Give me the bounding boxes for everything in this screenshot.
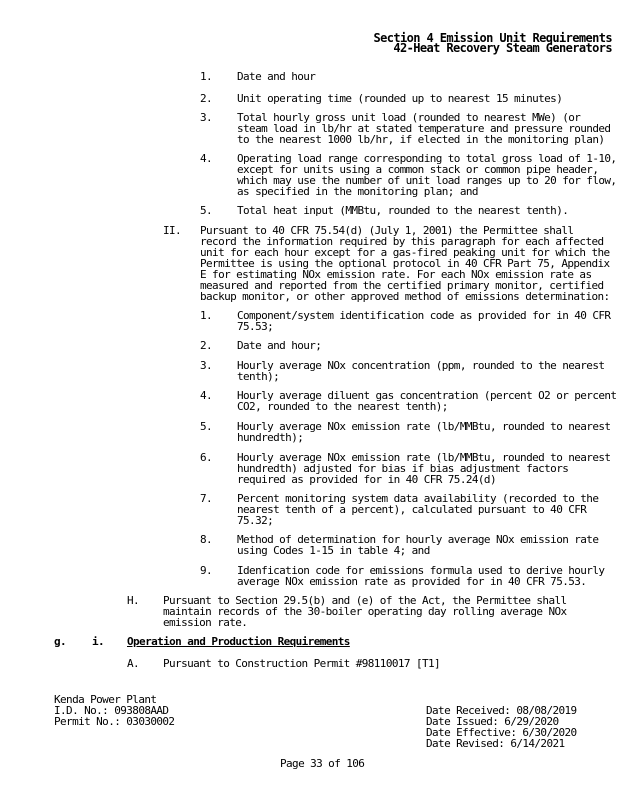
- list-text: nearest tenth of a percent), calculated pursuant to 40 CFR: [237, 503, 587, 516]
- list-number: 1.: [200, 70, 213, 83]
- paragraph-line: E for estimating NOx emission rate. For each NOx emission rate as: [200, 268, 592, 281]
- list-text: Operating load range corresponding to total gross load of 1-10,: [237, 152, 617, 165]
- paragraph-line: Pursuant to Section 29.5(b) and (e) of the Act, the Permittee shall: [163, 594, 567, 607]
- list-number: 3.: [200, 111, 213, 124]
- list-number: 1.: [200, 309, 213, 322]
- list-text: CO2, rounded to the nearest tenth);: [237, 400, 448, 413]
- paragraph-line: Pursuant to 40 CFR 75.54(d) (July 1, 2001) the Permittee shall: [200, 224, 574, 237]
- section-title: Operation and Production Requirements: [127, 635, 350, 648]
- list-text: average NOx emission rate as provided for in 40 CFR 75.53.: [237, 575, 587, 588]
- list-number: 2.: [200, 339, 213, 352]
- list-number: 4.: [200, 389, 213, 402]
- list-text: Total hourly gross unit load (rounded to nearest MWe) (or: [237, 111, 581, 124]
- list-text: steam load in lb/hr at stated temperature and pressure rounded: [237, 122, 611, 135]
- list-text: required as provided for in 40 CFR 75.24(d): [237, 473, 496, 486]
- list-text: Hourly average NOx emission rate (lb/MMBtu, rounded to nearest: [237, 420, 611, 433]
- list-text: Method of determination for hourly average NOx emission rate: [237, 533, 599, 546]
- paragraph-line: Permittee is using the optional protocol in 40 CFR Part 75, Appendix: [200, 257, 610, 270]
- section-header-line2: 42-Heat Recovery Steam Generators: [393, 41, 612, 55]
- list-number: 5.: [200, 420, 213, 433]
- facility-name: Kenda Power Plant: [54, 693, 157, 706]
- list-text: Hourly average NOx concentration (ppm, rounded to the nearest: [237, 359, 605, 372]
- list-text: which may use the number of unit load ranges up to 20 for flow,: [237, 174, 617, 187]
- section-roman: i.: [92, 635, 105, 648]
- list-text: Component/system identification code as provided for in 40 CFR: [237, 309, 611, 322]
- list-number: 6.: [200, 451, 213, 464]
- section-letter: g.: [54, 635, 67, 648]
- paragraph-line: record the information required by this paragraph for each affected: [200, 235, 604, 248]
- paragraph-label: H.: [127, 594, 140, 607]
- list-text: hundredth) adjusted for bias if bias adjustment factors: [237, 462, 569, 475]
- list-text: Idenfication code for emissions formula used to derive hourly: [237, 564, 605, 577]
- paragraph-line: emission rate.: [163, 616, 248, 629]
- list-text: Total heat input (MMBtu, rounded to the nearest tenth).: [237, 204, 569, 217]
- paragraph-label: II.: [163, 224, 182, 237]
- list-text: Hourly average diluent gas concentration (percent O2 or percent: [237, 389, 617, 402]
- facility-id: I.D. No.: 093808AAD: [54, 704, 169, 717]
- paragraph-line: backup monitor, or other approved method of emissions determination:: [200, 290, 610, 303]
- list-number: 7.: [200, 492, 213, 505]
- list-text: to the nearest 1000 lb/hr, if elected in the monitoring plan): [237, 133, 605, 146]
- list-text: Hourly average NOx emission rate (lb/MMBtu, rounded to nearest: [237, 451, 611, 464]
- list-text: using Codes 1-15 in table 4; and: [237, 544, 430, 557]
- list-text: except for units using a common stack or common pipe header,: [237, 163, 599, 176]
- list-text: as specified in the monitoring plan; and: [237, 185, 478, 198]
- paragraph-line: measured and reported from the certified primary monitor, certified: [200, 279, 604, 292]
- list-number: 2.: [200, 92, 213, 105]
- list-number: 5.: [200, 204, 213, 217]
- list-number: 3.: [200, 359, 213, 372]
- list-text: 75.32;: [237, 514, 274, 527]
- list-text: hundredth);: [237, 431, 304, 444]
- list-text: Date and hour: [237, 70, 316, 83]
- list-text: 75.53;: [237, 320, 274, 333]
- permit-number: Permit No.: 03030002: [54, 715, 175, 728]
- date-revised: Date Revised: 6/14/2021: [426, 737, 565, 750]
- date-effective: Date Effective: 6/30/2020: [426, 726, 577, 739]
- list-number: 9.: [200, 564, 213, 577]
- list-text: tenth);: [237, 370, 280, 383]
- paragraph-line: Pursuant to Construction Permit #98110017 [T1]: [163, 657, 441, 670]
- section-header-line1: Section 4 Emission Unit Requirements: [373, 31, 612, 45]
- list-text: Unit operating time (rounded up to nearest 15 minutes): [237, 92, 563, 105]
- list-text: Percent monitoring system data availability (recorded to the: [237, 492, 599, 505]
- page-number: Page 33 of 106: [280, 757, 365, 770]
- paragraph-line: maintain records of the 30-boiler operating day rolling average NOx: [163, 605, 567, 618]
- paragraph-label: A.: [127, 657, 140, 670]
- paragraph-line: unit for each hour except for a gas-fired peaking unit for which the: [200, 246, 610, 259]
- date-received: Date Received: 08/08/2019: [426, 704, 577, 717]
- list-number: 4.: [200, 152, 213, 165]
- list-number: 8.: [200, 533, 213, 546]
- date-issued: Date Issued: 6/29/2020: [426, 715, 559, 728]
- list-text: Date and hour;: [237, 339, 322, 352]
